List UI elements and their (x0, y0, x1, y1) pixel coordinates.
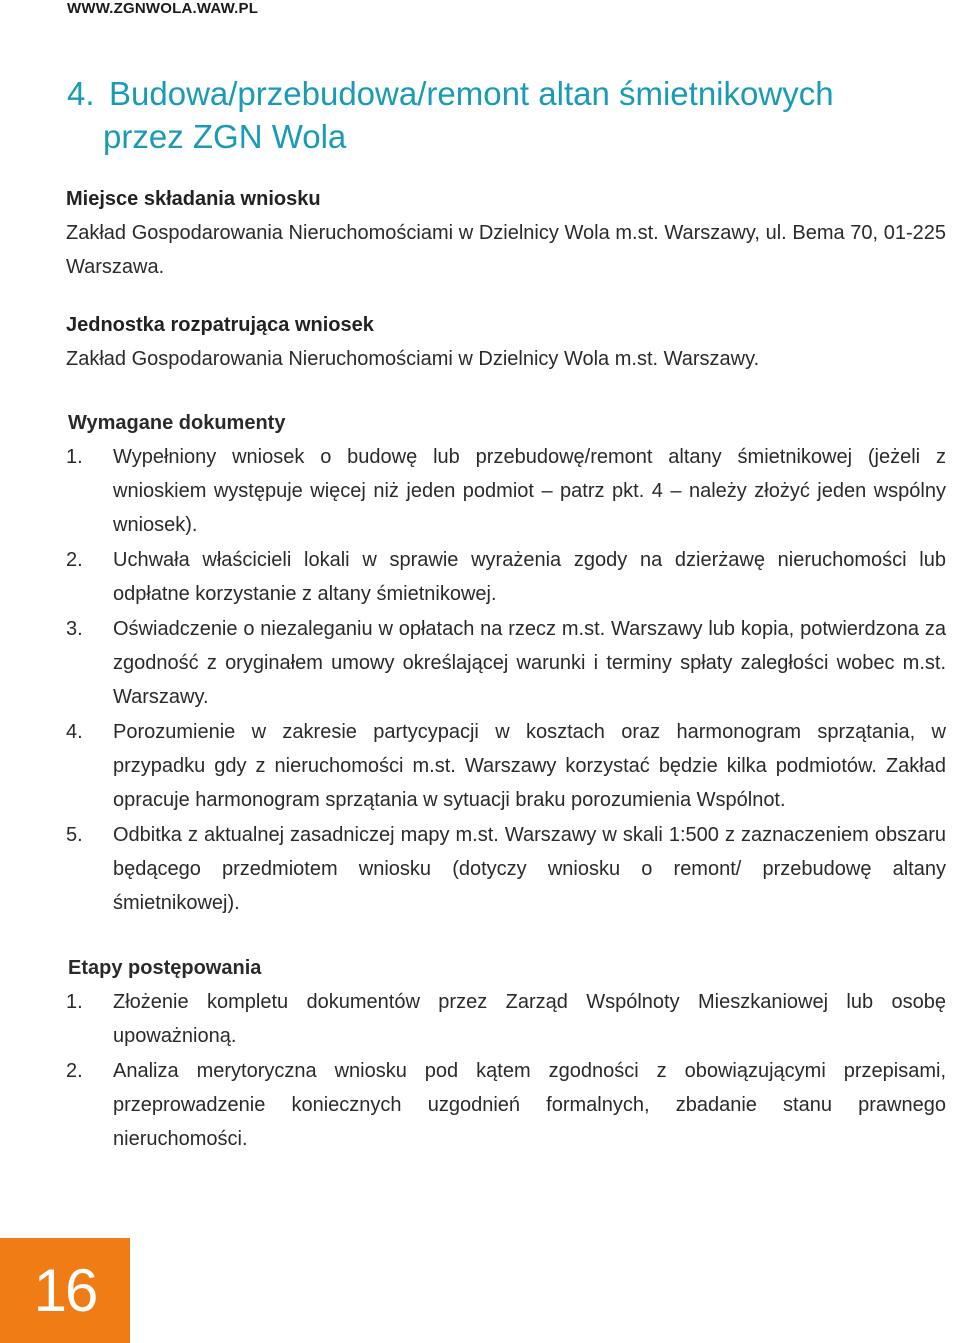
list-item (66, 612, 946, 714)
list-item-number: 1. (66, 991, 83, 1013)
text-jednostka: Zakład Gospodarowania Nieruchomościami w Dzielnicy Wola m.st. Warszawy. (66, 348, 760, 370)
list-item-number: 5. (66, 824, 83, 846)
list-item (66, 1054, 946, 1156)
list-item-number: 1. (66, 446, 83, 468)
list-item-text: Porozumienie w zakresie partycypacji w kosztach oraz harmonogram sprzątania, w przypadku gdy z nieruchomości m.st. Warszawy korzystać będzie kilka podmiotów. Zakład opracuje harmonogram sprzątania w sytuacji braku porozumienia Wspólnot. (113, 721, 946, 811)
heading-dokumenty: Wymagane dokumenty (68, 412, 286, 434)
title-line-1: Budowa/przebudowa/remont altan śmietnikowych (109, 75, 834, 112)
page-number-badge: 16 (0, 1238, 130, 1343)
procedure-steps-list (66, 985, 946, 1156)
list-item-number: 3. (66, 618, 83, 640)
list-item-text: Analiza merytoryczna wniosku pod kątem zgodności z obowiązującymi przepisami, przeprowadzenie koniecznych uzgodnień formalnych, zbadanie stanu prawnego nieruchomości. (113, 1060, 946, 1150)
title-line-2: przez ZGN Wola (103, 118, 347, 155)
list-item-number: 2. (66, 1060, 83, 1082)
page-title (67, 72, 957, 158)
list-item (66, 818, 946, 920)
list-item (66, 543, 946, 611)
list-item-text: Odbitka z aktualnej zasadniczej mapy m.st. Warszawy w skali 1:500 z zaznaczeniem obszaru będącego przedmiotem wniosku (dotyczy wniosku o remont/ przebudowę altany śmietnikowej). (113, 824, 946, 914)
document-body (66, 182, 946, 1157)
section-number: 4. (67, 75, 95, 112)
list-item (66, 715, 946, 817)
documents-list (66, 440, 946, 920)
heading-etapy: Etapy postępowania (68, 957, 262, 979)
list-item-text: Złożenie kompletu dokumentów przez Zarząd Wspólnoty Mieszkaniowej lub osobę upoważnioną. (113, 991, 946, 1047)
heading-jednostka: Jednostka rozpatrująca wniosek (66, 314, 374, 336)
list-item-number: 4. (66, 721, 83, 743)
text-miejsce: Zakład Gospodarowania Nieruchomościami w Dzielnicy Wola m.st. Warszawy, ul. Bema 70, 01-225 Warszawa. (66, 222, 946, 278)
site-url: WWW.ZGNWOLA.WAW.PL (67, 0, 259, 17)
list-item-text: Oświadczenie o niezaleganiu w opłatach na rzecz m.st. Warszawy lub kopia, potwierdzona za zgodność z oryginałem umowy określającej warunki i terminy spłaty zaległości wobec m.st. Warszawy. (113, 618, 946, 708)
heading-miejsce: Miejsce składania wniosku (66, 188, 321, 210)
list-item-text: Wypełniony wniosek o budowę lub przebudowę/remont altany śmietnikowej (jeżeli z wnioskiem występuje więcej niż jeden podmiot – patrz pkt. 4 – należy złożyć jeden wspólny wniosek). (113, 446, 946, 536)
list-item (66, 985, 946, 1053)
list-item-text: Uchwała właścicieli lokali w sprawie wyrażenia zgody na dzierżawę nieruchomości lub odpłatne korzystanie z altany śmietnikowej. (113, 549, 946, 605)
list-item-number: 2. (66, 549, 83, 571)
list-item (66, 440, 946, 542)
